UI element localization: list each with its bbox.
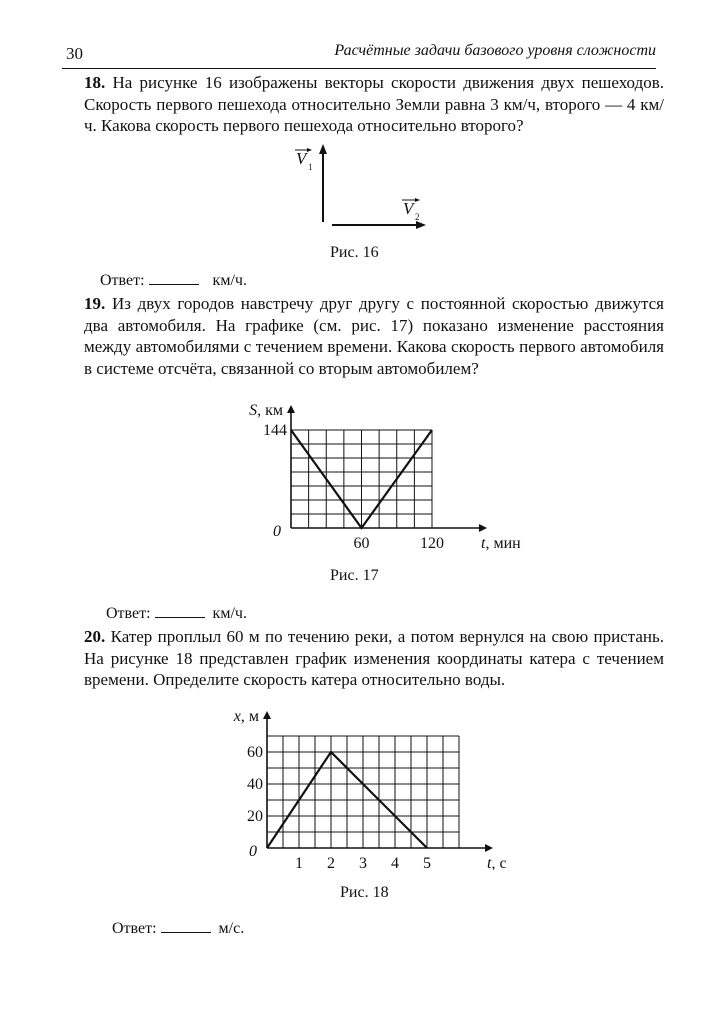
figure-17-chart	[235, 385, 535, 560]
y-axis-label: x, м	[233, 708, 259, 725]
x-tick-label: 3	[359, 855, 367, 870]
figure-16	[280, 140, 450, 240]
figure-17-caption: Рис. 17	[330, 567, 379, 584]
answer-18	[100, 270, 247, 290]
y-axis-arrow	[263, 711, 271, 719]
page-number: 30	[66, 44, 83, 63]
x-tick-label: 120	[420, 535, 444, 552]
figure-18-chart	[222, 705, 512, 870]
v1-label: V	[296, 149, 307, 168]
problem-19-number: 19.	[84, 294, 106, 313]
x-tick-label: 5	[423, 855, 431, 870]
y-tick-label: 144	[263, 422, 287, 439]
answer-18-blank[interactable]	[149, 270, 199, 285]
origin-label: 0	[273, 523, 281, 540]
v2-label: V	[403, 199, 414, 218]
problem-20	[84, 626, 664, 691]
answer-19-blank[interactable]	[155, 603, 205, 618]
v1-subscript: 1	[308, 162, 313, 172]
answer-18-unit: км/ч.	[212, 272, 247, 289]
problem-19-text: Из двух городов навстречу друг другу с постоянной скоростью движутся два автомобиля. На графике (см. рис. 17) показано изменение расстояния между автомобилями с течением времени. Какова скорость первого автомобиля в системе отсчёта, связанной со вторым автомобилем?	[84, 294, 665, 378]
answer-20-blank[interactable]	[161, 918, 211, 933]
x-tick-label: 60	[353, 535, 370, 552]
problem-19	[84, 293, 664, 379]
y-tick-label: 20	[247, 808, 263, 825]
answer-20-unit: м/с.	[218, 920, 245, 937]
y-axis-arrow	[287, 405, 295, 413]
problem-20-number: 20.	[84, 627, 106, 646]
problem-20-text: Катер проплыл 60 м по течению реки, а потом вернулся на свою пристань. На рисунке 18 представлен график изменения координаты катера с течением времени. Определите скорость катера относительно воды.	[84, 627, 664, 689]
answer-19-label: Ответ:	[106, 605, 151, 622]
x-tick-label: 1	[295, 855, 303, 870]
answer-19-unit: км/ч.	[212, 605, 247, 622]
problem-18-number: 18.	[84, 73, 106, 92]
y-tick-label: 60	[247, 744, 263, 761]
x-axis-arrow	[485, 844, 493, 852]
header-divider	[62, 68, 656, 69]
problem-18	[84, 72, 664, 137]
origin-label: 0	[249, 843, 257, 860]
answer-20	[112, 918, 244, 938]
x-tick-label: 4	[391, 855, 399, 870]
figure-16-caption: Рис. 16	[330, 244, 379, 261]
v1-vector	[319, 144, 327, 222]
y-axis-label: S, км	[249, 402, 283, 419]
x-axis-label: t, с	[487, 855, 507, 870]
answer-18-label: Ответ:	[100, 272, 145, 289]
x-axis-arrow	[479, 524, 487, 532]
running-title: Расчётные задачи базового уровня сложности	[334, 42, 656, 59]
answer-19	[106, 603, 247, 623]
x-axis-label: t, мин	[481, 535, 521, 552]
y-tick-label: 40	[247, 776, 263, 793]
v2-subscript: 2	[415, 212, 420, 222]
figure-18-caption: Рис. 18	[340, 884, 389, 901]
x-tick-label: 2	[327, 855, 335, 870]
problem-18-text: На рисунке 16 изображены векторы скорости движения двух пешеходов. Скорость первого пешехода относительно Земли равна 3 км/ч, второго — 4 км/ч. Какова скорость первого пешехода относительно второго?	[84, 73, 664, 135]
answer-20-label: Ответ:	[112, 920, 157, 937]
v2-vector	[332, 221, 426, 229]
